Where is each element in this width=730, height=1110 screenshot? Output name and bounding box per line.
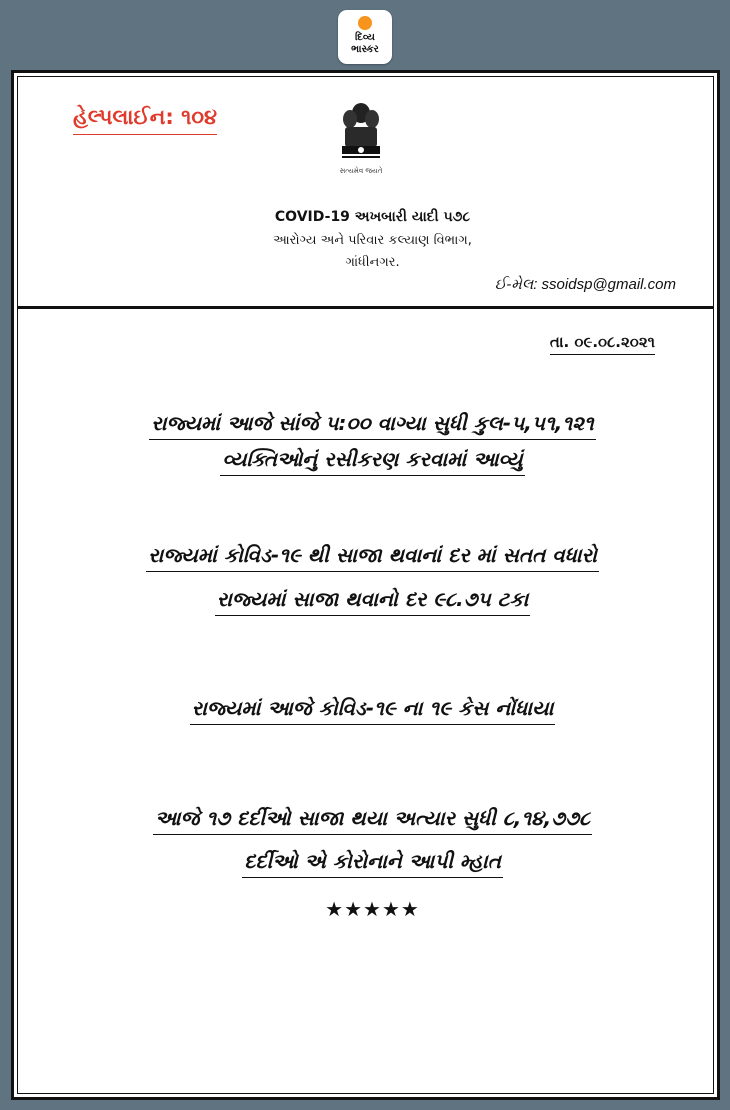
press-release-document [11,70,720,1100]
headline-recovered-2 [18,849,727,873]
headline-text: રાજ્યમાં આજે સાંજે ૫:૦૦ વાગ્યા સુધી કુલ-૫,૫૧,૧૨૧ [149,411,595,440]
headline-new-cases [18,696,727,720]
divya-bhaskar-logo [338,10,392,64]
headline-recovered-1 [18,806,727,830]
headline-text: રાજ્યમાં સાજા થવાનો દર ૯૮.૭૫ ટકા [215,587,531,616]
headline-vaccination-2 [18,447,727,471]
headline-recovery-rate-2 [18,587,727,611]
helpline-number: હેલ્પલાઈન: ૧૦૪ [73,105,217,135]
end-stars: ★★★★★ [325,897,420,921]
emblem-motto: સત્યમેવ જયતે [339,167,383,175]
header-divider [18,306,713,309]
logo-text-line1: દિવ્ય [355,32,375,43]
headline-text: રાજ્યમાં કોવિડ-૧૯ થી સાજા થવાનાં દર માં સતત વધારો [146,543,599,572]
department-name: આરોગ્ય અને પરિવાર કલ્યાણ વિભાગ, [273,233,472,248]
headline-recovery-rate-1 [18,543,727,567]
headline-text: રાજ્યમાં આજે કોવિડ-૧૯ ના ૧૯ કેસ નોંધાયા [190,696,556,725]
press-release-title: COVID-19 અખબારી યાદી ૫૭૮ [274,209,471,225]
headline-text: આજે ૧૭ દર્દીઓ સાજા થયા અત્યાર સુધી ૮,૧૪,૭૭૮ [153,806,592,835]
headline-text: વ્યક્તિઓનું રસીકરણ કરવામાં આવ્યું [220,447,524,476]
headline-vaccination-1 [18,411,727,435]
national-emblem-icon [336,99,386,179]
headline-text: દર્દીઓ એ કોરોનાને આપી મ્હાત [242,849,503,878]
release-date: તા. ૦૯.૦૮.૨૦૨૧ [550,333,655,355]
document-inner-border [17,76,714,1094]
email-address: ઈ-મેલ: ssoidsp@gmail.com [494,276,676,293]
logo-text-line2: ભાસ્કર [351,44,379,55]
sun-icon [358,16,372,30]
city-name: ગાંધીનગર. [345,255,400,270]
